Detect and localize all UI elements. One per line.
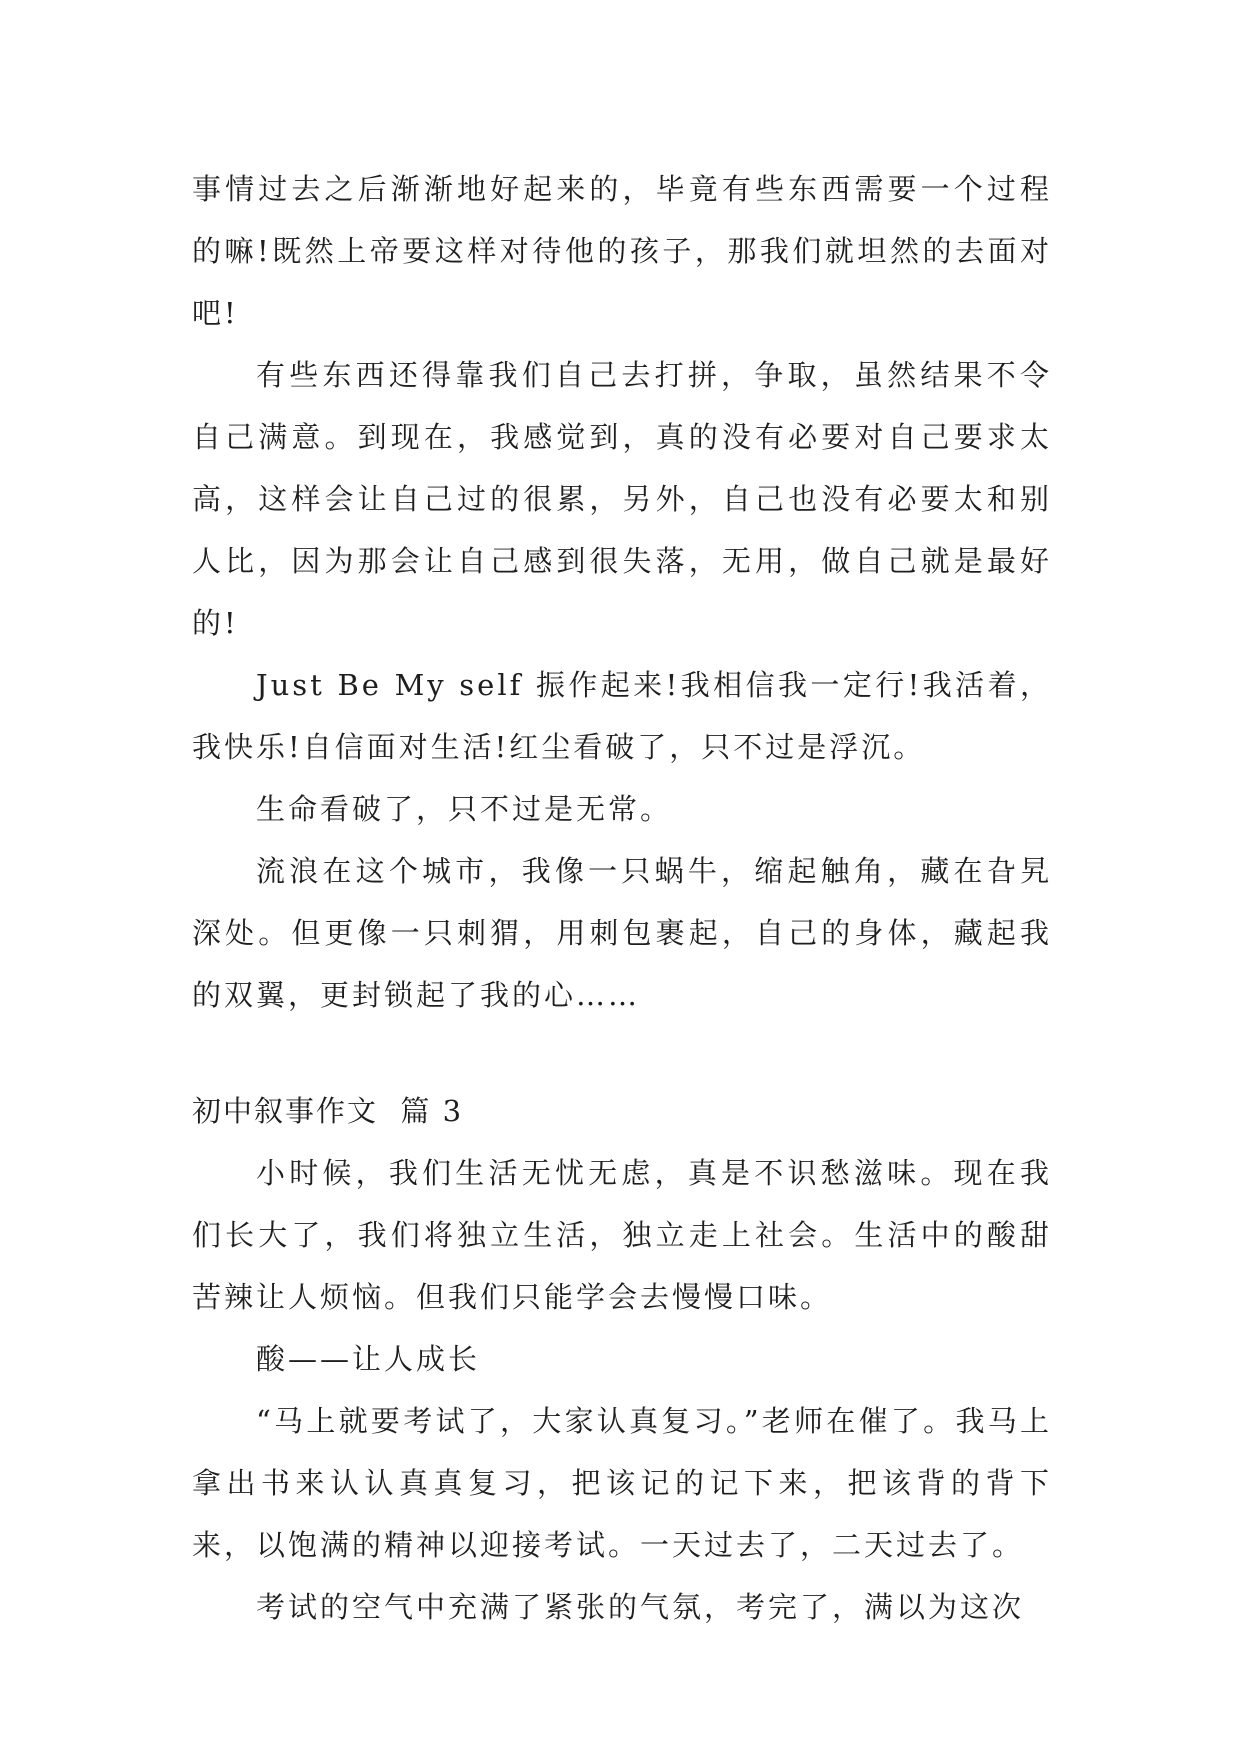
paragraph: 生命看破了，只不过是无常。 [256,792,673,826]
paragraph: 事情过去之后渐渐地好起来的，毕竟有些东西需要一个过程的嘛!既然上帝要这样对待他的孩子，那我们就坦然的去面对吧! [192,172,1052,330]
paragraph: 小时候，我们生活无忧无虑，真是不识愁滋味。现在我们长大了，我们将独立生活，独立走上社会。生活中的酸甜苦辣让人烦恼。但我们只能学会去慢慢口味。 [192,1156,1052,1314]
document-body [192,158,1052,1638]
paragraph: “马上就要考试了，大家认真复习。”老师在催了。我马上拿出书来认认真真复习，把该记的记下来，把该背的背下来，以饱满的精神以迎接考试。一天过去了，二天过去了。 [192,1404,1052,1562]
paragraph: 有些东西还得靠我们自己去打拼，争取，虽然结果不令自己满意。到现在，我感觉到，真的没有必要对自己要求太高，这样会让自己过的很累，另外，自己也没有必要太和别人比，因为那会让自己感到很失落，无用，做自己就是最好的! [192,358,1052,640]
paragraph: 流浪在这个城市，我像一只蜗牛，缩起触角，藏在旮旯深处。但更像一只刺猬，用刺包裹起，自己的身体，藏起我的双翼，更封锁起了我的心…… [192,854,1052,1012]
paragraph: Just Be My self 振作起来!我相信我一定行!我活着，我快乐!自信面对生活!红尘看破了，只不过是浮沉。 [192,668,1052,764]
paragraph: 酸——让人成长 [256,1342,481,1376]
section-heading: 初中叙事作文 篇 3 [192,1094,464,1128]
paragraph: 考试的空气中充满了紧张的气氛，考完了，满以为这次 [256,1590,1025,1624]
